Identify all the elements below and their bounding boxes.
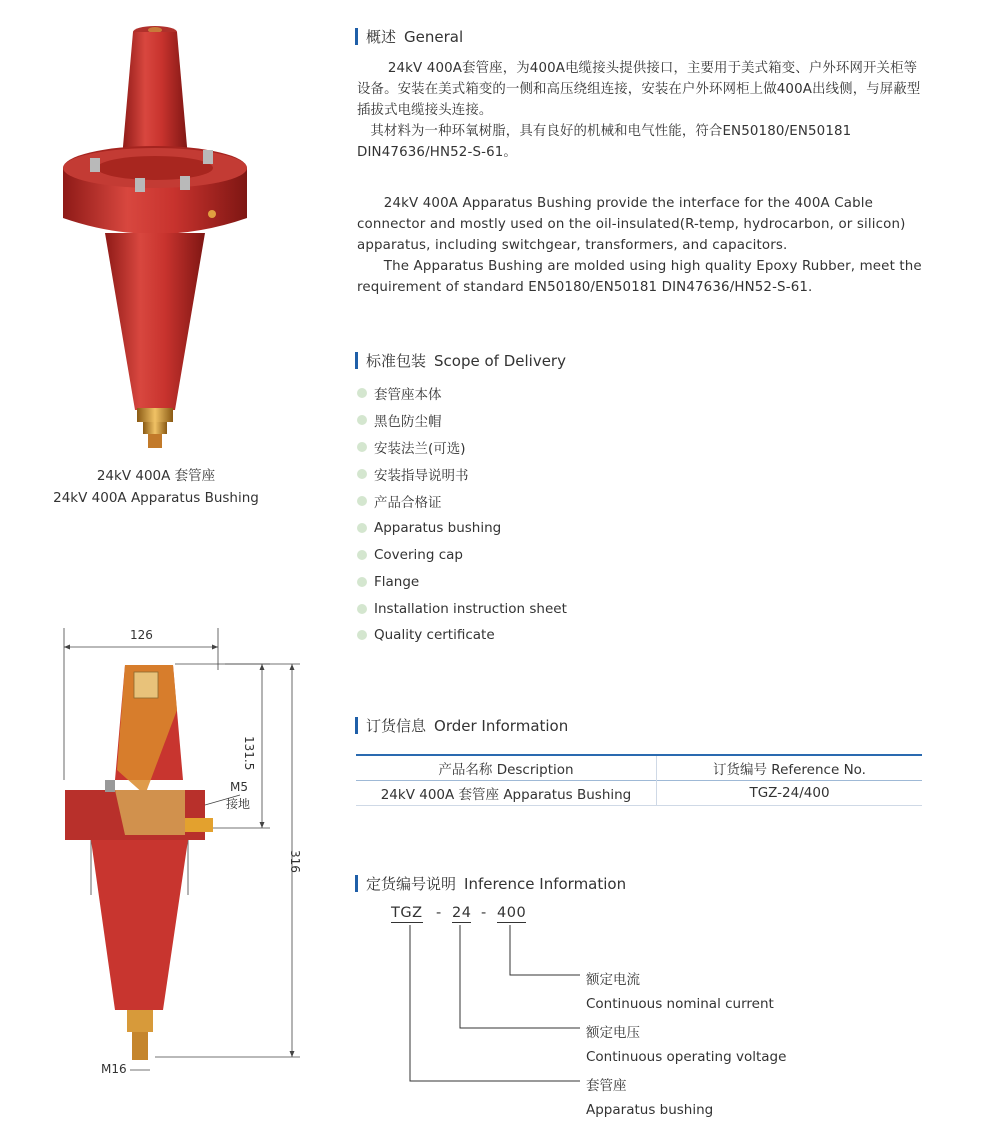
dim-upper-height: 131.5	[242, 736, 256, 771]
scope-heading	[355, 350, 566, 371]
list-item: Apparatus bushing	[357, 514, 567, 541]
general-zh-para1: 24kV 400A套管座，为400A电缆接头提供接口，主要用于美式箱变、户外环网开关柜等设备。安装在美式箱变的一侧和高压绕组连接，安装在户外环网柜上做400A出线侧，与屏蔽型插拔式电缆接头连接。	[357, 61, 921, 118]
inference-heading-zh: 定货编号说明	[366, 875, 457, 893]
general-en-para2: The Apparatus Bushing are molded using high quality Epoxy Rubber, meet the requirement of standard EN50180/EN50181 DIN47636/HN52-S-61.	[357, 259, 922, 295]
bullet-dot	[357, 550, 367, 560]
inference-heading-en: Inference Information	[464, 874, 627, 893]
scope-heading-zh: 标准包装	[366, 352, 427, 370]
code-leader-lines	[400, 925, 590, 1085]
list-item: 套管座本体	[357, 380, 567, 407]
legend-voltage-zh: 额定电压	[586, 1025, 640, 1041]
order-heading-zh: 订货信息	[366, 717, 427, 735]
code-sep-1: -	[436, 905, 442, 921]
dim-total-height: 316	[288, 850, 302, 873]
table-row	[356, 781, 922, 806]
general-zh-text	[357, 58, 929, 163]
list-item: 黑色防尘帽	[357, 407, 567, 434]
bullet-dot	[357, 523, 367, 533]
list-item: 安装法兰(可选)	[357, 434, 567, 461]
col-reference: 订货编号 Reference No.	[713, 762, 866, 778]
list-item: Installation instruction sheet	[357, 595, 567, 622]
list-item: Quality certificate	[357, 622, 567, 649]
legend-current-en: Continuous nominal current	[586, 996, 774, 1012]
order-table	[356, 754, 922, 806]
general-heading	[355, 26, 463, 47]
general-heading-en: General	[404, 27, 464, 46]
cell-description: 24kV 400A 套管座 Apparatus Bushing	[356, 781, 657, 806]
code-part-voltage: 24	[452, 905, 472, 921]
bullet-dot	[357, 604, 367, 614]
heading-bar	[355, 875, 358, 892]
list-item: Flange	[357, 568, 567, 595]
list-item: 安装指导说明书	[357, 461, 567, 488]
label-m16: M16	[101, 1062, 127, 1076]
heading-bar	[355, 717, 358, 734]
legend-current-zh: 额定电流	[586, 972, 640, 988]
legend-voltage-en: Continuous operating voltage	[586, 1049, 787, 1065]
photo-caption-en: 24kV 400A Apparatus Bushing	[53, 490, 259, 506]
scope-list	[357, 380, 567, 649]
dimension-drawing	[55, 620, 315, 1080]
table-header-row	[356, 755, 922, 781]
general-en-para1: 24kV 400A Apparatus Bushing provide the interface for the 400A Cable connector and mostly used on the oil-insulated(R-temp, hydrocarbon, or silicon) apparatus, including switchgear, transformers, and capacitors.	[357, 196, 906, 253]
general-heading-zh: 概述	[366, 28, 397, 46]
bullet-dot	[357, 415, 367, 425]
bullet-dot	[357, 496, 367, 506]
legend-bushing-en: Apparatus bushing	[586, 1102, 714, 1118]
order-heading-en: Order Information	[434, 716, 569, 735]
photo-caption	[0, 465, 312, 509]
heading-bar	[355, 352, 358, 369]
product-photo	[40, 18, 270, 458]
label-m5: M5	[230, 780, 248, 794]
photo-caption-zh: 24kV 400A 套管座	[96, 468, 216, 484]
legend-bushing-zh: 套管座	[586, 1078, 627, 1094]
heading-bar	[355, 28, 358, 45]
inference-heading	[355, 873, 626, 894]
general-en-text	[357, 193, 929, 298]
code-sep-2: -	[481, 905, 487, 921]
general-zh-para2: 其材料为一种环氧树脂，具有良好的机械和电气性能，符合EN50180/EN50181 DIN47636/HN52-S-61。	[357, 124, 852, 160]
order-heading	[355, 715, 568, 736]
scope-heading-en: Scope of Delivery	[434, 351, 566, 370]
list-item: Covering cap	[357, 541, 567, 568]
bullet-dot	[357, 469, 367, 479]
bullet-dot	[357, 577, 367, 587]
dim-width: 126	[130, 628, 153, 642]
code-part-current: 400	[497, 905, 527, 921]
cell-reference: TGZ-24/400	[749, 785, 830, 801]
bullet-dot	[357, 388, 367, 398]
bullet-dot	[357, 630, 367, 640]
code-part-type: TGZ	[391, 905, 423, 921]
bullet-dot	[357, 442, 367, 452]
list-item: 产品合格证	[357, 488, 567, 515]
label-ground: 接地	[226, 797, 251, 811]
col-description: 产品名称 Description	[356, 755, 657, 781]
